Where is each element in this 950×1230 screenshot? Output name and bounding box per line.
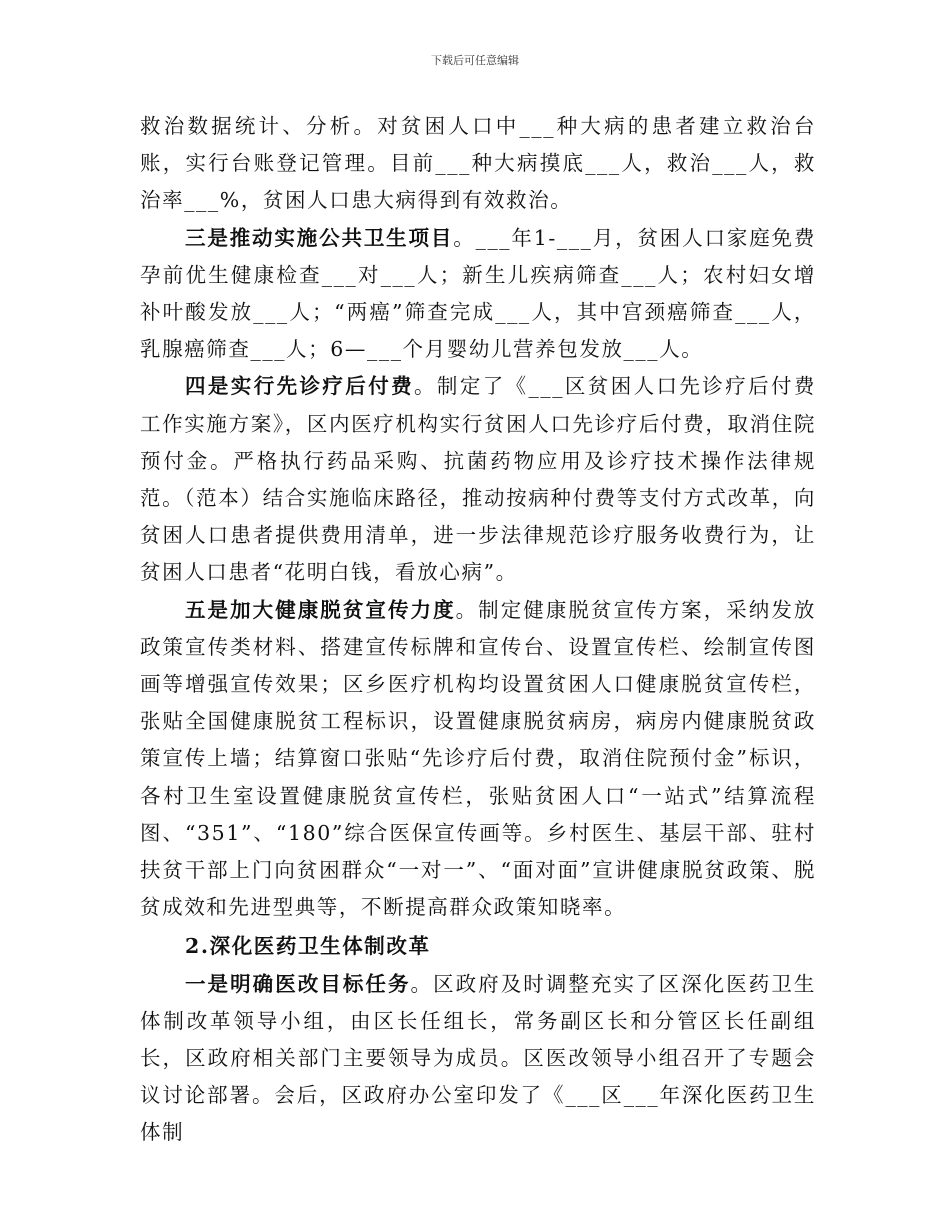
paragraph-lead: 四是实行先诊疗后付费 xyxy=(185,374,415,399)
paragraph-text: 。___年1-___月，贫困人口家庭免费孕前优生健康检查___对___人；新生儿疾病筛查___人；农村妇女增补叶酸发放___人；“两癌”筛查完成___人，其中宫颈癌筛查___人，乳腺癌筛查___人；6—___个月婴幼儿营养包发放___人。 xyxy=(140,225,817,362)
paragraph-text: 。制定健康脱贫宣传方案，采纳发放政策宣传类材料、搭建宣传标牌和宣传台、设置宣传栏、绘制宣传图画等增强宣传效果；区乡医疗机构均设置贫困人口健康脱贫宣传栏，张贴全国健康脱贫工程标识，设置健康脱贫病房，病房内健康脱贫政策宣传上墙；结算窗口张贴“先诊疗后付费，取消住院预付金”标识，各村卫生室设置健康脱贫宣传栏，张贴贫困人口“一站式”结算流程图、“351”、“180”综合医保宣传画等。乡村医生、基层干部、驻村扶贫干部上门向贫困群众“一对一”、“面对面”宣讲健康脱贫政策、脱贫成效和先进型典等，不断提高群众政策知晓率。 xyxy=(140,597,816,920)
paragraph-reform-goals xyxy=(140,966,816,1152)
page-header: 下载后可任意编辑 xyxy=(431,54,519,67)
section-heading: 2.深化医药卫生体制改革 xyxy=(185,934,431,959)
paragraph-text: 。制定了《___区贫困人口先诊疗后付费工作实施方案》，区内医疗机构实行贫困人口先诊疗后付费，取消住院预付金。严格执行药品采购、抗菌药物应用及诊疗技术操作法律规范。（范本）结合实施临床路径，推动按病种付费等支付方式改革，向贫困人口患者提供费用清单，进一步法律规范诊疗服务收费行为，让贫困人口患者“花明白钱，看放心病”。 xyxy=(140,374,817,585)
paragraph-lead: 三是推动实施公共卫生项目 xyxy=(185,225,454,250)
paragraph-publicity xyxy=(140,592,816,927)
document-body xyxy=(140,108,816,1152)
paragraph-public-health xyxy=(140,220,816,369)
paragraph-lead: 一是明确医改目标任务 xyxy=(185,971,411,996)
paragraph-diagnosis-first xyxy=(140,368,816,591)
paragraph-text: 救治数据统计、分析。对贫困人口中___种大病的患者建立救治台账，实行台账登记管理。目前___种大病摸底___人，救治___人，救治率___%，贫困人口患大病得到有效救治。 xyxy=(140,114,816,213)
paragraph-lead: 五是加大健康脱贫宣传力度 xyxy=(185,597,456,622)
paragraph-text: 。区政府及时调整充实了区深化医药卫生体制改革领导小组，由区长任组长，常务副区长和分管区长任副组长，区政府相关部门主要领导为成员。区医改领导小组召开了专题会议讨论部署。会后，区政府办公室印发了《___区___年深化医药卫生体制 xyxy=(140,971,816,1145)
paragraph-treatment-stats xyxy=(140,108,816,220)
